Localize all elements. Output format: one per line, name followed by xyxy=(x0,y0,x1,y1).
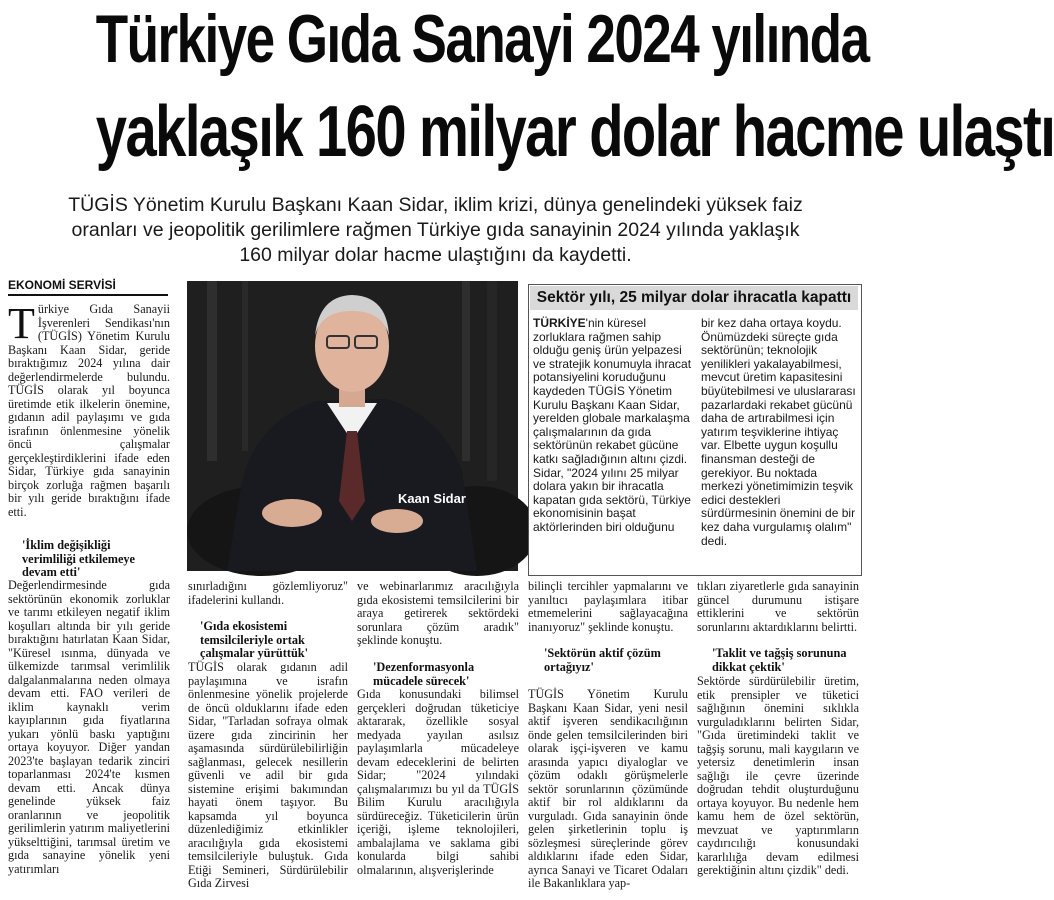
sidebar-lead-word: TÜRKİYE xyxy=(533,316,586,330)
column-5-body: Sektörde sürdürülebilir üretim, etik prensipler ve tüketici sağlığının önemini sıklıkla vurguladıklarını belirten Sidar, "Gıda üretimindeki taklit ve tağşiş sorunu, mali kaygıların ve yetersiz denetimlerin insan sağlığı ile çevre üzerinde doğrudan tehdit oluşturduğunu ortaya koyuyor. Bu nedenle hem kamu hem de özel sektörün, mevzuat ve yaptırımların caydırıcılığı konusundaki kararlılığa devam edilmesi gerektiğinin altını çizdik" dedi. xyxy=(697,674,859,877)
subheading-solution-partner: 'Sektörün aktif çözüm ortağıyız' xyxy=(544,646,661,674)
section-label: EKONOMİ SERVİSİ xyxy=(8,278,168,296)
portrait-illustration xyxy=(187,281,518,571)
drop-cap: T xyxy=(8,299,35,348)
column-2-top: sınırladığını gözlemliyoruz" ifadelerini kullandı. xyxy=(188,579,348,607)
intro-text: ürkiye Gıda Sanayii İşverenleri Sendikası'nın (TÜGİS) Yönetim Kurulu Başkanı Kaan Sidar, geride bıraktığımız 2024 yılına dair değerlendirmelerde bulundu. TÜGİS olarak yıl boyunca üretimde etik ilkelerin önemine, gıdanın adil paylaşımı ve gıda israfının önlenmesine yönelik öncü çalışmalar gerçekleştirdiklerini ifade eden Sidar, Türkiye gıda sanayinin birçok zorluğa rağmen başarılı bir yılı geride bıraktığını ifade etti. xyxy=(8,302,170,519)
article-intro xyxy=(8,299,170,519)
subheadline-line: 160 milyar dolar hacme ulaştığını da kaydetti. xyxy=(239,244,632,266)
subheading-counterfeit: 'Taklit ve tağşiş sorununa dikkat çektik' xyxy=(712,646,847,674)
photo-caption: Kaan Sidar xyxy=(398,491,466,506)
subheadline-line: oranları ve jeopolitik gerilimlere rağmen Türkiye gıda sanayinin 2024 yılında yaklaşık xyxy=(71,219,800,241)
subheading-disinformation: 'Dezenformasyonla mücadele sürecek' xyxy=(373,660,475,688)
portrait-photo xyxy=(187,281,518,571)
column-3-body: Gıda konusundaki bilimsel gerçekleri doğrudan tüketiciye aktararak, özellikle sosyal medyada yayılan asılsız paylaşımlarla mücadeleye devam edeceklerini de belirten Sidar; "2024 yılındaki çalışmalarımızı bu yıl da TÜGİS Bilim Kurulu aracılığıyla sürdüreceğiz. Tüketicilerin ürün içeriği, işleme teknolojileri, ambalajlama ve saklama gibi konularda bilgi sahibi olmalarının, alışverişlerinde xyxy=(357,687,519,877)
sidebar-left-text: 'nin küresel zorluklara rağmen sahip olduğu geniş ürün yelpazesi ve stratejik konumuyla ihracat potansiyelini koruduğunu kaydeden TÜGİS Yönetim Kurulu Başkanı Kaan Sidar, yerelden globale markalaşma çalışmalarının da gıda sektörünün rekabet gücüne katkı sağladığının altını çizdi. Sidar, "2024 yılını 25 milyar dolara yakın bir ihracatla kapatan gıda sektörü, Türkiye ekonomisinin başat aktörlerinden biri olduğunu xyxy=(533,316,692,534)
column-4-top: bilinçli tercihler yapmalarını ve yanıltıcı paylaşımlara itibar etmemelerini sağlayacağına inanıyoruz" şeklinde konuştu. xyxy=(528,579,688,634)
subheading-climate: 'İklim değişikliği verimliliği etkilemeye devam etti' xyxy=(22,538,136,579)
headline-line-1: Türkiye Gıda Sanayi 2024 yılında xyxy=(95,1,869,77)
sidebar-box-right-column: bir kez daha ortaya koydu. Önümüzdeki süreçte gıda sektörünün; teknolojik yenilikleri yakalayabilmesi, mevcut üretim kapasitesini büyütebilmesi ve uluslararası pazarlardaki rekabet gücünü daha de artırabilmesi için yatırım teşviklerine ihtiyaç var. Elbette uygun koşullu finansman desteği de gerekiyor. Bu noktada merkezi yönetimimizin teşvik edici destekleri sürdürmesinin önemini de bir kez daha vurgulamış olalım" dedi. xyxy=(701,316,856,548)
subheadline xyxy=(10,193,861,268)
column-1-body: Değerlendirmesinde gıda sektörünün ekonomik zorluklar ve tarımı etkileyen negatif iklim koşulları altında bir yılı geride bıraktığını hatırlatan Kaan Sidar, "Küresel ısınma, dünyada ve ülkemizde tarımsal verimlilik dalgalanmalarına neden olmaya devam etti. FAO verileri de iklim kaynaklı verim kayıplarının gıda fiyatlarına yukarı yönlü baskı yaptığını ortaya koyuyor. Diğer yandan 2023'te başlayan tedarik zinciri toparlanması 2024'te kısmen devam etti. Ancak dünya genelinde yüksek faiz oranlarının ve jeopolitik gerilimlerin yatırım maliyetlerini yükselttiğini, tarımsal üretim ve gıda sanayine yönelik yeni yatırımları xyxy=(8,578,170,876)
headline-line-2: yaklaşık 160 milyar dolar hacme ulaştı xyxy=(95,92,1054,172)
column-4-body: TÜGİS Yönetim Kurulu Başkanı Kaan Sidar, yeni nesil aktif işveren sendikacılığının önde gelen temsilcilerinden biri olarak işçi-işveren ve kamu arasında yapıcı diyaloglar ve çözüm odaklı görüşmelerle sektör sorunlarının çözümünde aktif bir rol aldıklarını da vurguladı. Gıda sanayinin önde gelen şirketlerinin toplu iş sözleşmesi süreçlerinde görev aldıklarını ifade eden Sidar, ayrıca Sanayi ve Ticaret Odaları ile Bakanlıklara yap- xyxy=(528,687,688,890)
subheading-ecosystem: 'Gıda ekosistemi temsilcileriyle ortak çalışmalar yürüttük' xyxy=(200,619,309,660)
sidebar-box-left-column xyxy=(533,317,693,535)
column-5-top: tıkları ziyaretlerle gıda sanayinin güncel durumunu istişare ettiklerini ve sektörün sorunlarını aktardıklarını belirtti. xyxy=(697,579,859,634)
column-3-top: ve webinarlarımız aracılığıyla gıda ekosistemi temsilcilerini bir araya getirerek sektördeki sorunlara çözüm aradık" şeklinde konuştu. xyxy=(357,579,519,647)
column-2-body: TÜGİS olarak gıdanın adil paylaşımına ve israfın önlenmesine yönelik projelerde de öncü olduklarını ifade eden Sidar, "Tarladan sofraya olmak üzere gıda zincirinin her aşamasında sürdürülebilirliğin sağlanması, gelecek nesillerin güvenli ve adil bir gıda sistemine erişimi bakımından hayati önem taşıyor. Bu kapsamda yıl boyunca düzenlediğimiz etkinlikler aracılığıyla gıda ekosistemi temsilcileriyle buluştuk. Gıda Etiği Semineri, Sürdürülebilir Gıda Zirvesi xyxy=(188,660,348,890)
subheadline-line: TÜGİS Yönetim Kurulu Başkanı Kaan Sidar, iklim krizi, dünya genelindeki yüksek faiz xyxy=(68,194,803,216)
sidebar-box-title: Sektör yılı, 25 milyar dolar ihracatla kapattı xyxy=(530,286,858,310)
